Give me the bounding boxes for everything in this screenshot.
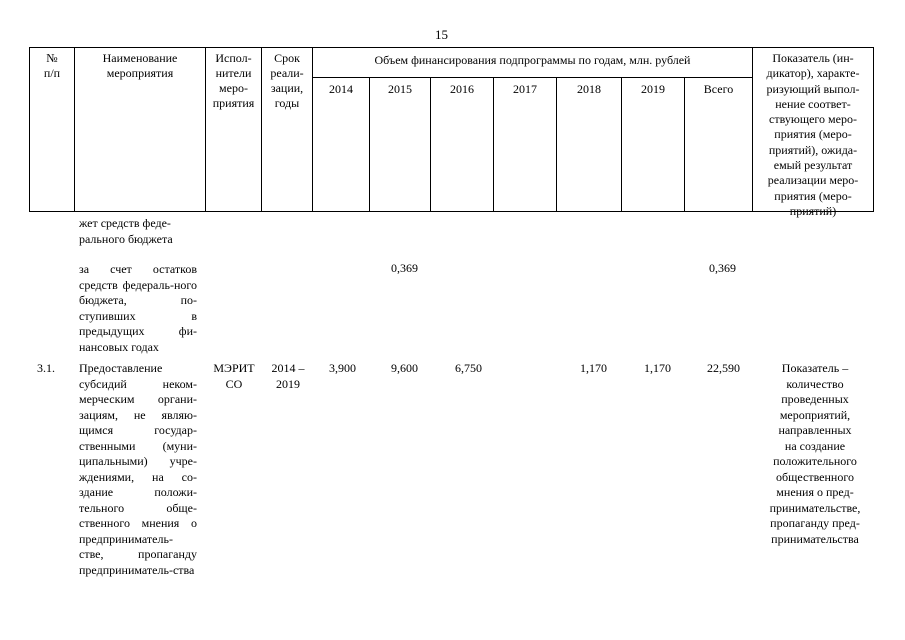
item-2019: 1,170	[644, 361, 671, 375]
border-left	[29, 47, 30, 212]
border-y2017	[493, 77, 494, 212]
border-y2019	[621, 77, 622, 212]
table-header	[29, 47, 874, 218]
item-number: 3.1.	[37, 361, 55, 375]
header-year-2014: 2014	[329, 82, 353, 96]
header-year-2017: 2017	[513, 82, 537, 96]
border-col4	[312, 47, 313, 212]
border-y2018	[556, 77, 557, 212]
header-top-border	[29, 47, 874, 48]
item-2015: 9,600	[391, 361, 418, 375]
header-year-2015: 2015	[388, 82, 412, 96]
border-right	[873, 47, 874, 212]
item-total: 22,590	[707, 361, 740, 375]
header-name: Наименование мероприятия	[102, 51, 178, 80]
item-2014: 3,900	[329, 361, 356, 375]
border-y2015	[369, 77, 370, 212]
item-name: Предоставление субсидий неком-мерческим органи-зациям, не являю-щимся государ-ственными (муни-ципальными) учре-ждениями, на со-здание положи-тельного обще-ственного мнения о предприниматель-стве, пропаганду предприниматель-ства	[79, 361, 197, 577]
header-year-2019: 2019	[641, 82, 665, 96]
header-year-2016: 2016	[450, 82, 474, 96]
page-number: 15	[435, 27, 448, 42]
header-period: Срок реали- зации, годы	[270, 51, 304, 110]
years-separator	[312, 77, 752, 78]
border-col1	[74, 47, 75, 212]
item-2016: 6,750	[455, 361, 482, 375]
item-indicator: Показатель – количество проведенных мероприятий, направленных на создание положительного общественного мнения о пред- принимательстве, пропаганду пред- принимательства	[769, 361, 861, 546]
header-indicator: Показатель (ин- дикатор), характе- ризующий выпол- нение соответ- ствующего меро- приятия (меро- приятий), ожида- емый результат реализации меро- приятия (меро- приятий)	[766, 51, 860, 218]
remnants-name: за счет остатков средств федераль-ного бюджета, по-ступивших в предыдущих фи-нансовых годах	[79, 262, 197, 354]
remnants-total: 0,369	[709, 261, 736, 275]
border-y2016	[430, 77, 431, 212]
item-2018: 1,170	[580, 361, 607, 375]
border-total	[684, 77, 685, 212]
header-executors: Испол- нители меро- приятия	[212, 51, 255, 110]
header-total: Всего	[703, 82, 734, 96]
header-bottom-border	[29, 211, 874, 212]
item-period: 2014 – 2019	[271, 361, 305, 391]
remnants-2015: 0,369	[391, 261, 418, 275]
header-year-2018: 2018	[577, 82, 601, 96]
header-financing: Объем финансирования подпрограммы по годам, млн. рублей	[374, 53, 691, 67]
header-num: № п/п	[43, 51, 61, 80]
continuation-text: жет средств феде- рального бюджета	[79, 216, 173, 246]
item-executor: МЭРИТ СО	[213, 361, 255, 391]
